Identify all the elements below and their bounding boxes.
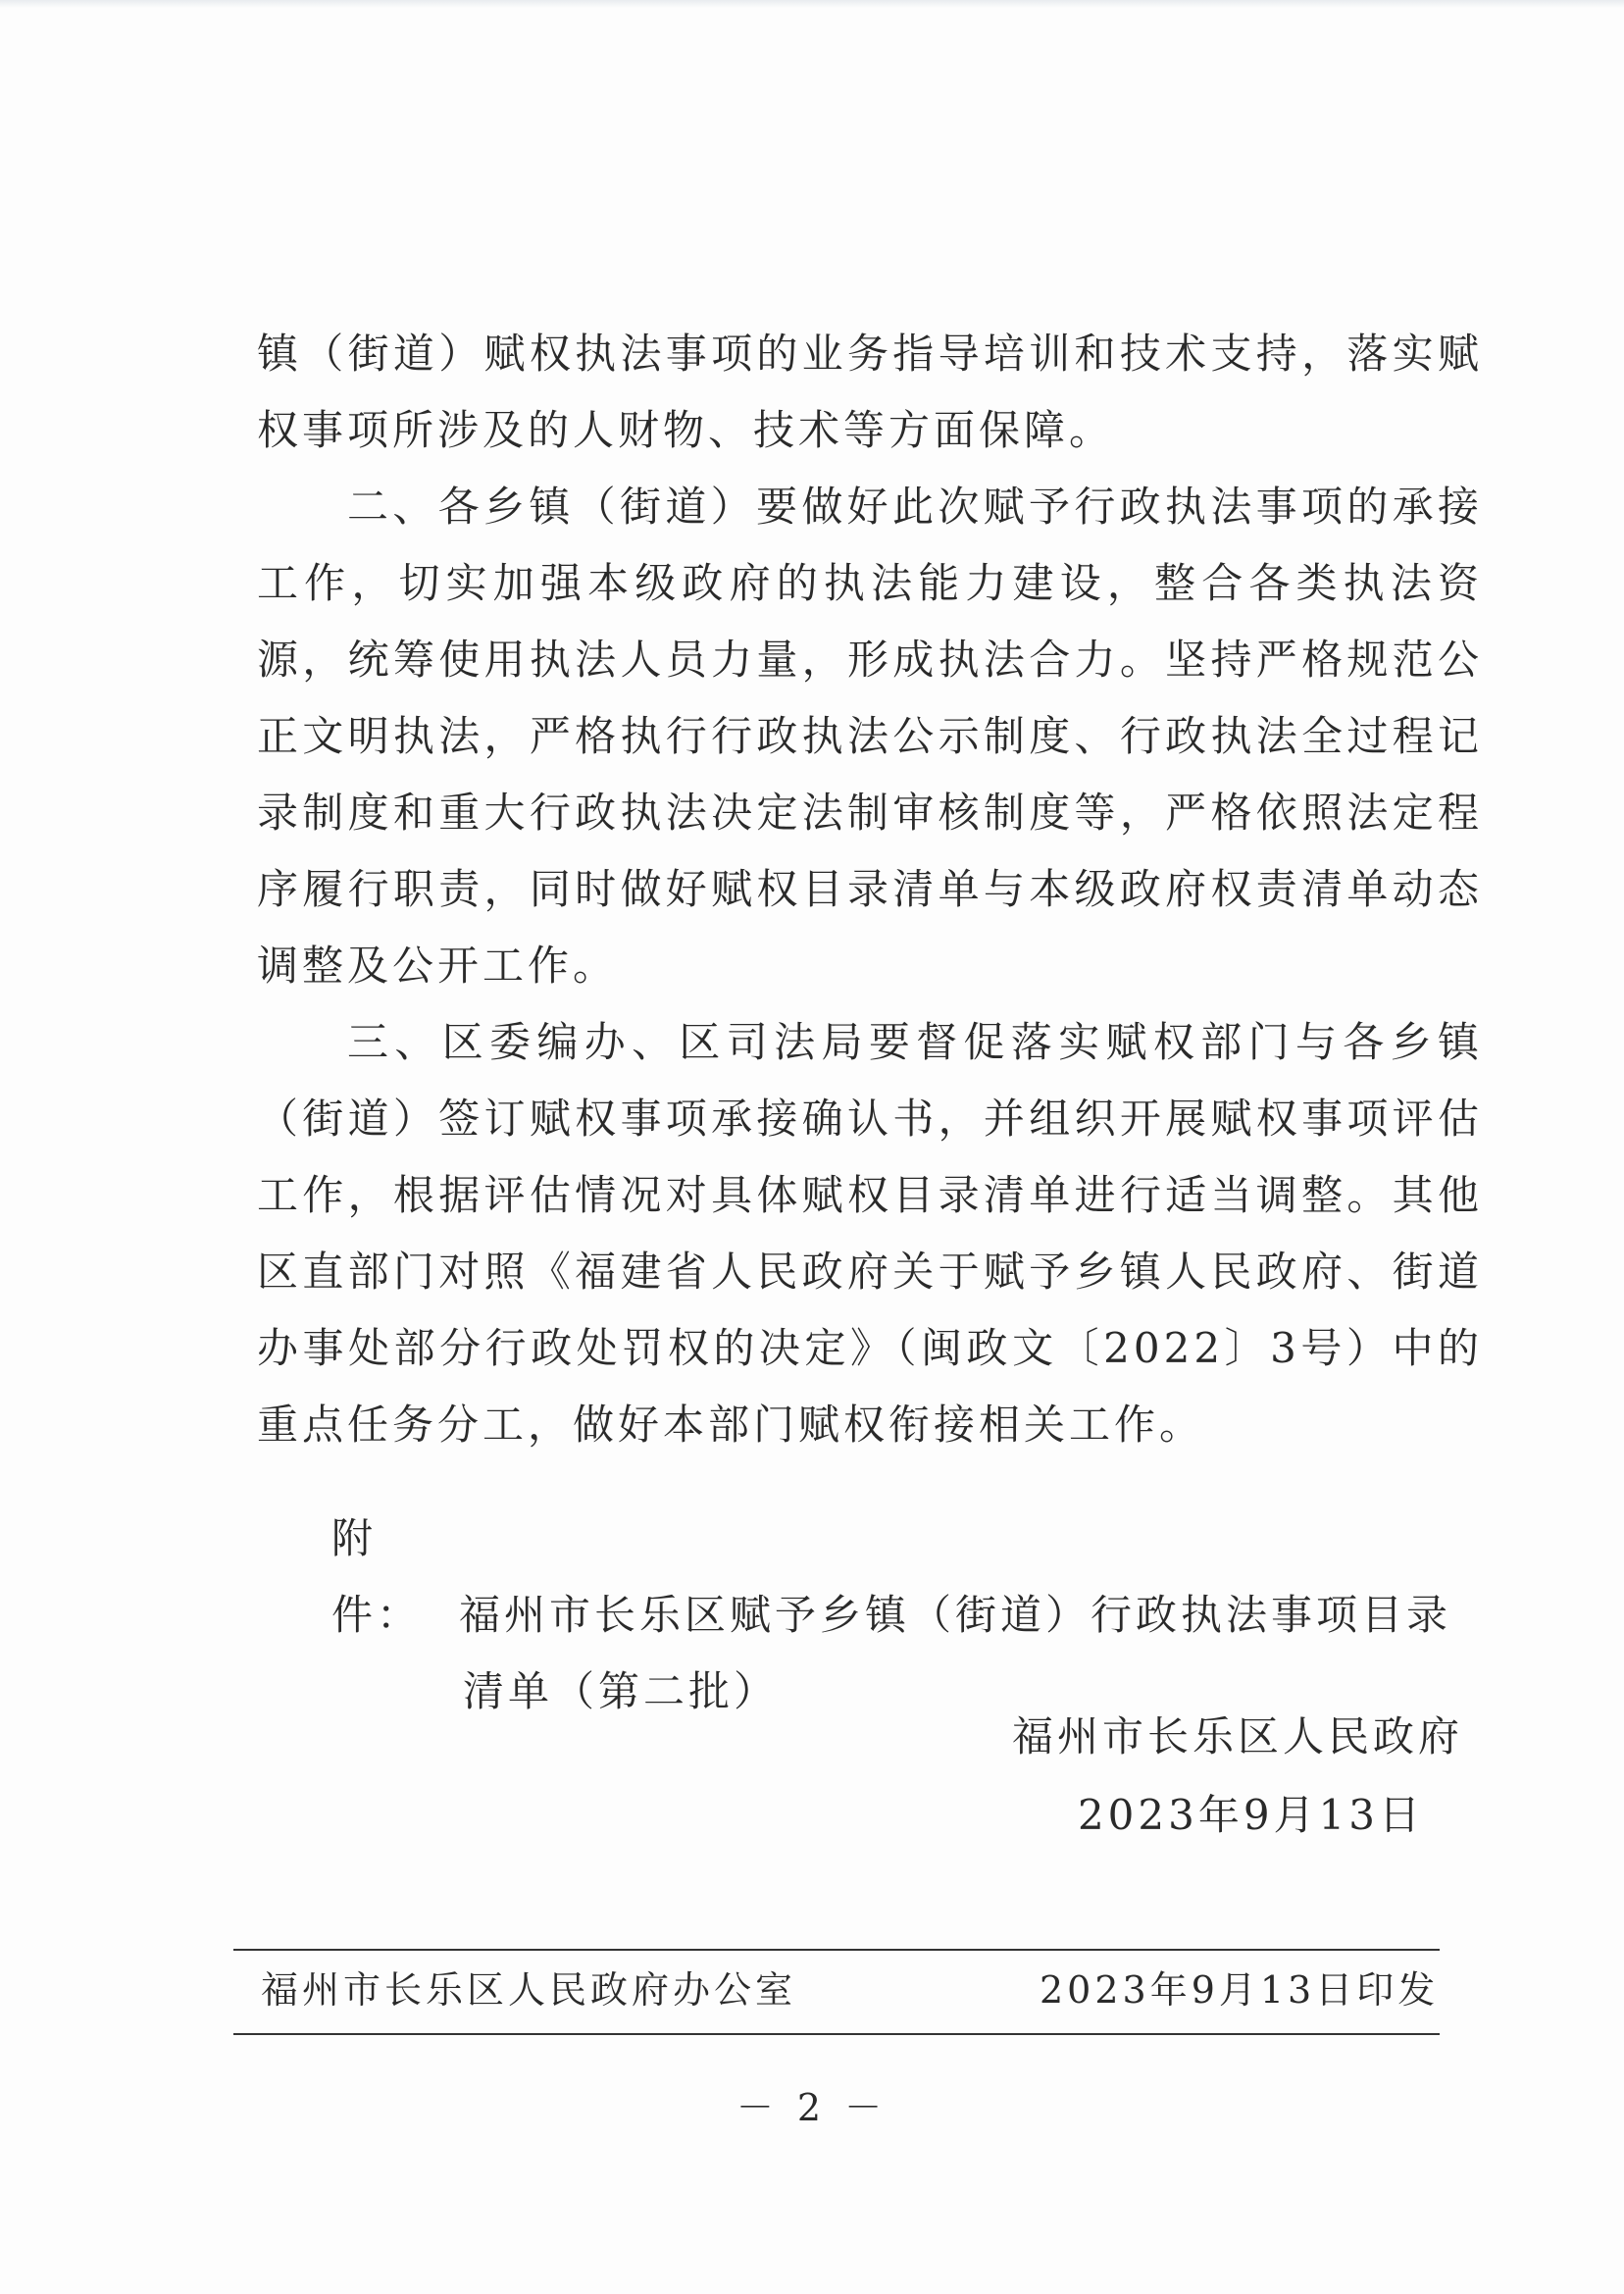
footer-bottom-rule [233, 2033, 1440, 2035]
scan-edge [0, 0, 1624, 8]
signature-organization: 福州市长乐区人民政府 [1011, 1712, 1463, 1760]
footer-issuer: 福州市长乐区人民政府办公室 [261, 1968, 797, 2012]
attachment-row-1 [331, 1501, 1459, 1654]
paragraph-continuation: 镇（街道）赋权执法事项的业务指导培训和技术支持，落实赋权事项所涉及的人财物、技术等方面保障。 [257, 330, 1483, 454]
attachment-title-line2: 清单（第二批） [463, 1667, 780, 1715]
signature-date: 2023年9月13日 [1077, 1791, 1424, 1839]
paragraph-three: 三、区委编办、区司法局要督促落实赋权部门与各乡镇（街道）签订赋权事项承接确认书，并组织开展赋权事项评估工作，根据评估情况对具体赋权目录清单进行适当调整。其他区直部门对照《福建省人民政府关于赋予乡镇人民政府、街道办事处部分行政处罚权的决定》（闽政文〔2022〕3号）中的重点任务分工，做好本部门赋权衔接相关工作。 [257, 1018, 1483, 1449]
page-number: － 2 － [736, 2086, 888, 2129]
footer-top-rule [233, 1949, 1440, 1951]
attachment-label: 附件： [331, 1514, 423, 1639]
footer-issue-date: 2023年9月13日印发 [1040, 1968, 1440, 2012]
paragraph-two: 二、各乡镇（街道）要做好此次赋予行政执法事项的承接工作，切实加强本级政府的执法能力建设，整合各类执法资源，统筹使用执法人员力量，形成执法合力。坚持严格规范公正文明执法，严格执行行政执法公示制度、行政执法全过程记录制度和重大行政执法决定法制审核制度等，严格依照法定程序履行职责，同时做好赋权目录清单与本级政府权责清单动态调整及公开工作。 [257, 483, 1483, 990]
attachment-block [331, 1501, 1459, 1730]
attachment-title-line1: 福州市长乐区赋予乡镇（街道）行政执法事项目录 [459, 1591, 1452, 1639]
document-body [257, 316, 1483, 1463]
